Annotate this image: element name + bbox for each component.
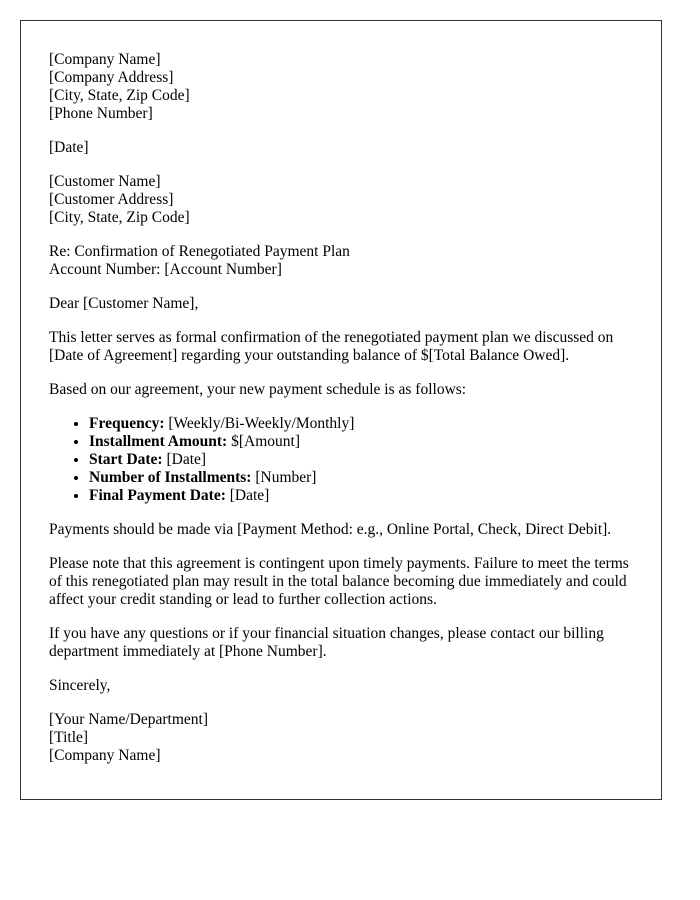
recipient-line: [City, State, Zip Code] [49,209,190,226]
schedule-value: [Number] [251,469,317,486]
schedule-item [89,469,632,487]
signature-line: [Title] [49,729,89,746]
subject-line: Re: Confirmation of Renegotiated Payment Plan [49,243,350,260]
schedule-value: [Date] [225,487,270,504]
paragraph-confirmation: This letter serves as formal confirmation of the renegotiated payment plan we discussed on [Date of Agreement] regarding your outstanding balance of $[Total Balance Owed]. [49,329,614,364]
schedule-label: Final Payment Date: [89,487,226,504]
letter [20,20,662,800]
sender-line: [City, State, Zip Code] [49,87,190,104]
recipient-block [49,173,632,227]
signature-block [49,711,632,765]
schedule-value: $[Amount] [227,433,300,450]
signature-line: [Your Name/Department] [49,711,208,728]
sender-line: [Phone Number] [49,105,153,122]
schedule-label: Start Date: [89,451,163,468]
closing: Sincerely, [49,677,111,694]
schedule-item [89,487,632,505]
sender-line: [Company Address] [49,69,174,86]
sender-line: [Company Name] [49,51,161,68]
schedule-label: Frequency: [89,415,165,432]
schedule-label: Installment Amount: [89,433,228,450]
sender-block [49,51,632,123]
schedule-list [49,415,632,505]
letter-date: [Date] [49,139,89,156]
paragraph-contact: If you have any questions or if your financial situation changes, please contact our billing department immediately at [Phone Number]. [49,625,604,660]
recipient-line: [Customer Name] [49,173,161,190]
account-number: Account Number: [Account Number] [49,261,282,278]
paragraph-terms: Please note that this agreement is contingent upon timely payments. Failure to meet the terms of this renegotiated plan may result in the total balance becoming due immediately and could affect your credit standing or lead to further collection actions. [49,555,629,608]
schedule-item [89,451,632,469]
salutation: Dear [Customer Name], [49,295,199,312]
recipient-line: [Customer Address] [49,191,174,208]
paragraph-schedule-intro: Based on our agreement, your new payment schedule is as follows: [49,381,467,398]
schedule-label: Number of Installments: [89,469,252,486]
schedule-item [89,415,632,433]
schedule-value: [Weekly/Bi-Weekly/Monthly] [164,415,355,432]
subject-block [49,243,632,279]
schedule-value: [Date] [162,451,207,468]
schedule-item [89,433,632,451]
paragraph-payment-method: Payments should be made via [Payment Method: e.g., Online Portal, Check, Direct Debit]. [49,521,612,538]
signature-line: [Company Name] [49,747,161,764]
